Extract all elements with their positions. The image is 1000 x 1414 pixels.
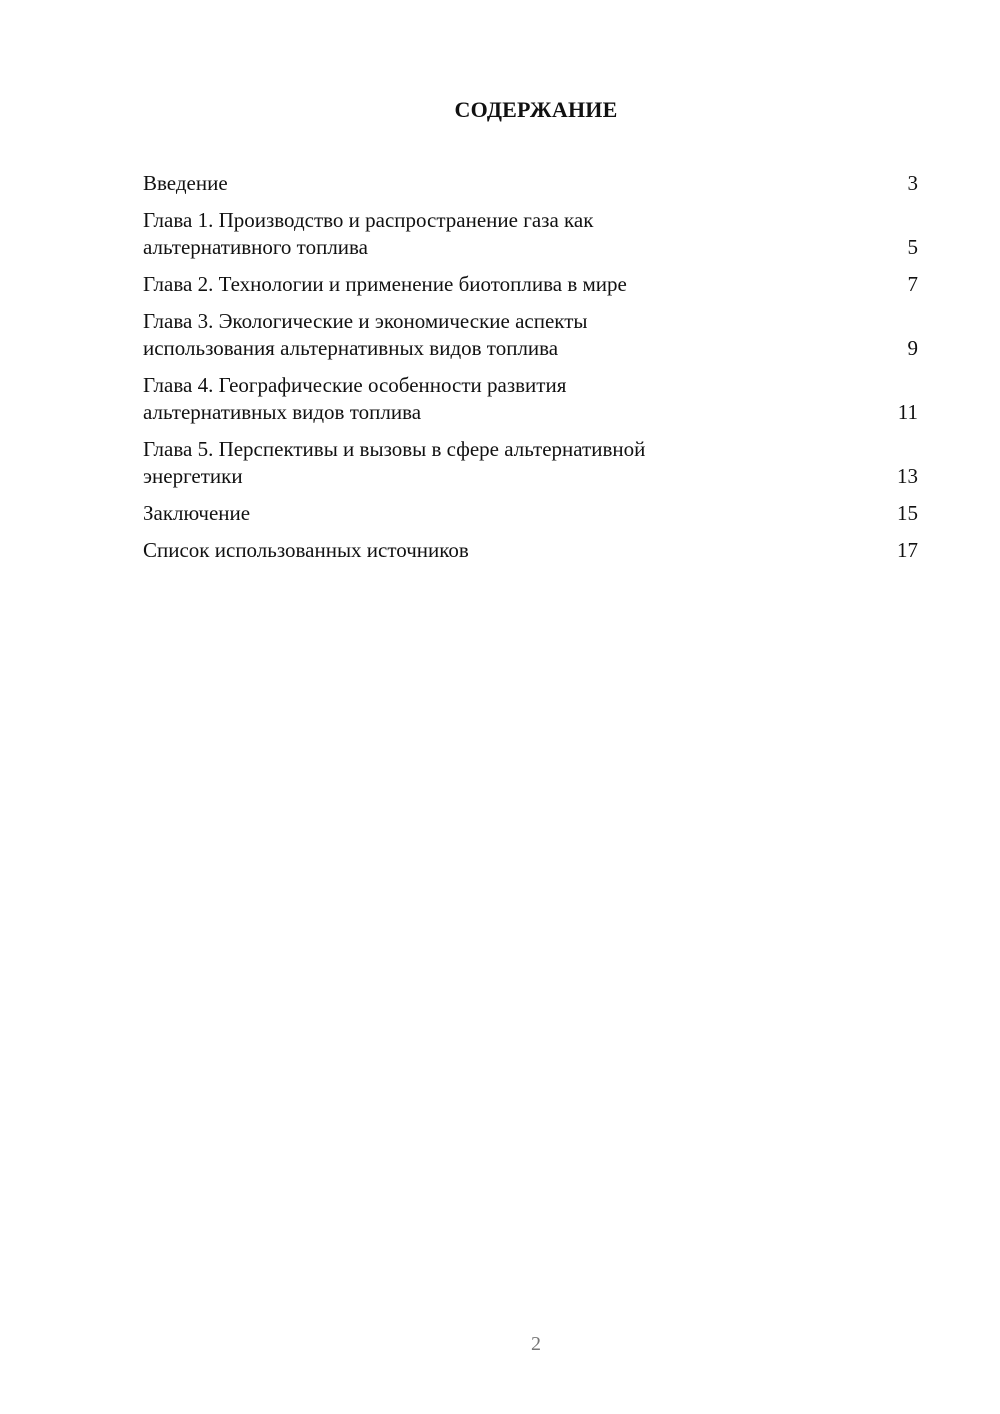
- toc-entry-conclusion: [143, 500, 918, 527]
- toc-entry-page: 17: [897, 538, 918, 562]
- toc-entry-page: 7: [907, 272, 918, 296]
- toc-entry-label: Глава 1. Производство и распространение газа как альтернативного топлива: [143, 208, 594, 259]
- toc-entry-page: 15: [897, 501, 918, 525]
- toc-entry-chapter-4: [143, 372, 918, 426]
- toc-entry-introduction: [143, 170, 918, 197]
- toc-entry-label: Глава 2. Технологии и применение биотоплива в мире: [143, 272, 627, 296]
- toc-entry-label: Список использованных источников: [143, 538, 469, 562]
- toc-entry-chapter-1: [143, 207, 918, 261]
- toc-entry-label: Глава 5. Перспективы и вызовы в сфере альтернативной энергетики: [143, 437, 646, 488]
- toc-entry-label: Заключение: [143, 501, 251, 525]
- toc-entry-label: Введение: [143, 171, 228, 195]
- page-title: СОДЕРЖАНИЕ: [454, 97, 618, 122]
- table-of-contents: [143, 170, 918, 574]
- toc-entry-chapter-5: [143, 436, 918, 490]
- toc-entry-chapter-3: [143, 308, 918, 362]
- toc-entry-page: 3: [907, 171, 918, 195]
- toc-entry-label: Глава 4. Географические особенности развития альтернативных видов топлива: [143, 373, 567, 424]
- toc-entry-page: 5: [907, 235, 918, 259]
- page-number: 2: [531, 1333, 541, 1355]
- toc-entry-references: [143, 537, 918, 564]
- toc-entry-page: 9: [907, 336, 918, 360]
- toc-entry-page: 13: [897, 464, 918, 488]
- toc-entry-chapter-2: [143, 271, 918, 298]
- toc-entry-label: Глава 3. Экологические и экономические аспекты использования альтернативных видов топлива: [143, 309, 588, 360]
- toc-entry-page: 11: [897, 400, 918, 424]
